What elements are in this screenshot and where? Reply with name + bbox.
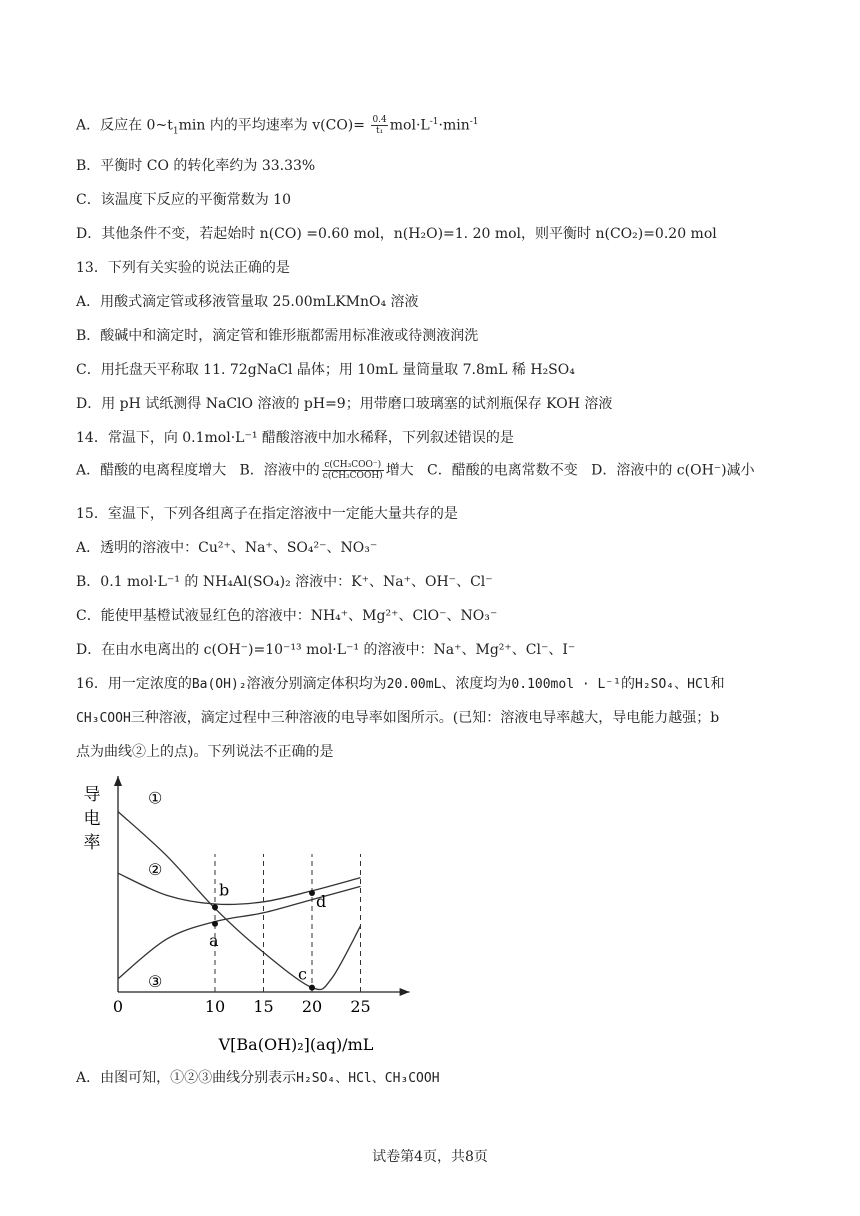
x-tick-label: 25 [350, 997, 371, 1016]
formula: H₂SO₄、HCl、CH₃COOH [296, 1071, 440, 1086]
q15-option-a: A．透明的溶液中：Cu²⁺、Na⁺、SO₄²⁻、NO₃⁻ [76, 540, 378, 556]
data-point [212, 904, 218, 910]
q12-option-a [76, 112, 479, 141]
x-tick-label: 15 [253, 997, 274, 1016]
sup: -1 [429, 117, 439, 127]
text: mol·L [389, 117, 430, 134]
page-footer: 试卷第4页，共8页 [372, 1149, 488, 1165]
formula: 0.100mol · L⁻¹ [511, 677, 621, 692]
x-tick-label: 0 [112, 997, 124, 1016]
x-tick-label: 20 [301, 997, 323, 1016]
labeled-points [209, 880, 326, 990]
data-point [309, 985, 315, 991]
q16-stem-line1 [76, 674, 725, 695]
q14-option-b: B．溶液中的 [239, 462, 320, 479]
q14-stem: 14．常温下，向 0.1mol·L⁻¹ 醋酸溶液中加水稀释，下列叙述错误的是 [76, 430, 514, 446]
y-label-char: 导 [83, 785, 101, 805]
text: 16．用一定浓度的 [76, 676, 192, 692]
frac-num: 0.4 [372, 115, 387, 126]
series-label: ② [148, 860, 163, 880]
formula: H₂SO₄、HCl [635, 677, 711, 692]
q14-options [76, 460, 755, 481]
series-lines [118, 789, 361, 991]
y-axis-label [84, 785, 101, 853]
q14-option-d: D．溶液中的 c(OH⁻)减小 [591, 462, 755, 479]
text: A．由图可知，①②③曲线分别表示 [76, 1070, 297, 1086]
q12-option-b: B．平衡时 CO 的转化率约为 33.33% [76, 158, 316, 174]
point-label: c [298, 964, 307, 984]
formula: CH₃COOH [76, 711, 131, 726]
q13-option-c: C．用托盘天平称取 11. 72gNaCl 晶体；用 10mL 量筒量取 7.8mL 稀 H₂SO₄ [76, 362, 575, 378]
axes [114, 776, 410, 996]
text: 溶液分别滴定体积均为 [246, 676, 387, 692]
conductivity-chart [76, 770, 556, 1070]
sup: -1 [469, 117, 479, 127]
q13-option-b: B．酸碱中和滴定时，滴定管和锥形瓶都需用标准液或待测液润洗 [76, 328, 479, 344]
y-axis-arrow [114, 776, 122, 786]
text: 、浓度均为 [441, 676, 512, 692]
formula: 20.00mL [386, 677, 442, 692]
text: 的 [621, 676, 635, 692]
q12-option-c: C．该温度下反应的平衡常数为 10 [76, 192, 291, 208]
fraction [371, 115, 387, 136]
data-point [309, 890, 315, 896]
sub: 1 [172, 126, 179, 137]
text: min 内的平均速率为 v(CO)= [178, 117, 365, 134]
q15-option-d: D．在由水电离出的 c(OH⁻)=10⁻¹³ mol·L⁻¹ 的溶液中：Na⁺、Mg²⁺、Cl⁻、I⁻ [76, 642, 576, 658]
q12-option-d: D．其他条件不变，若起始时 n(CO) =0.60 mol，n(H₂O)=1. 20 mol，则平衡时 n(CO₂)=0.20 mol [76, 226, 717, 242]
q16-option-a [76, 1068, 440, 1089]
y-label-char: 率 [83, 833, 101, 853]
text: 增大 [385, 462, 414, 479]
q13-option-a: A．用酸式滴定管或移液管量取 25.00mLKMnO₄ 溶液 [76, 294, 419, 310]
data-point [212, 921, 218, 927]
y-label-char: 电 [83, 809, 101, 829]
q14-option-c: C．醋酸的电离常数不变 [427, 462, 578, 479]
q15-option-b: B．0.1 mol·L⁻¹ 的 NH₄Al(SO₄)₂ 溶液中：K⁺、Na⁺、OH⁻、Cl⁻ [76, 574, 493, 590]
x-tick-labels [113, 997, 371, 1016]
text: 三种溶液，滴定过程中三种溶液的电导率如图所示。(已知：溶液电导率越大，导电能力越强；b [130, 710, 720, 726]
point-label: b [219, 880, 230, 900]
text: 和 [710, 676, 725, 692]
q16-stem-line3: 点为曲线②上的点)。下列说法不正确的是 [76, 744, 334, 760]
x-axis-arrow [400, 988, 410, 996]
frac-num: c(CH₃COO⁻) [322, 460, 384, 471]
frac-den: t₁ [376, 126, 384, 137]
point-label: a [209, 930, 219, 950]
formula: Ba(OH)₂ [191, 677, 247, 692]
q14-option-a: A．醋酸的电离程度增大 [76, 462, 227, 479]
q13-stem: 13．下列有关实验的说法正确的是 [76, 260, 290, 276]
q15-stem: 15．室温下，下列各组离子在指定溶液中一定能大量共存的是 [76, 506, 458, 522]
series-label: ③ [148, 971, 163, 991]
x-axis-label: V[Ba(OH)₂](aq)/mL [218, 1035, 374, 1054]
text: ·min [438, 117, 470, 134]
x-tick-label: 10 [204, 997, 226, 1016]
q13-option-d: D．用 pH 试纸测得 NaClO 溶液的 pH=9；用带磨口玻璃塞的试剂瓶保存 KOH 溶液 [76, 396, 613, 412]
q15-option-c: C．能使甲基橙试液显红色的溶液中：NH₄⁺、Mg²⁺、ClO⁻、NO₃⁻ [76, 608, 498, 624]
series-label: ① [148, 788, 163, 808]
fraction [322, 460, 384, 481]
q16-stem-line2 [76, 708, 719, 729]
point-label: d [316, 892, 327, 911]
frac-den: c(CH₃COOH) [322, 471, 383, 481]
text: A．反应在 0~t [76, 117, 173, 134]
